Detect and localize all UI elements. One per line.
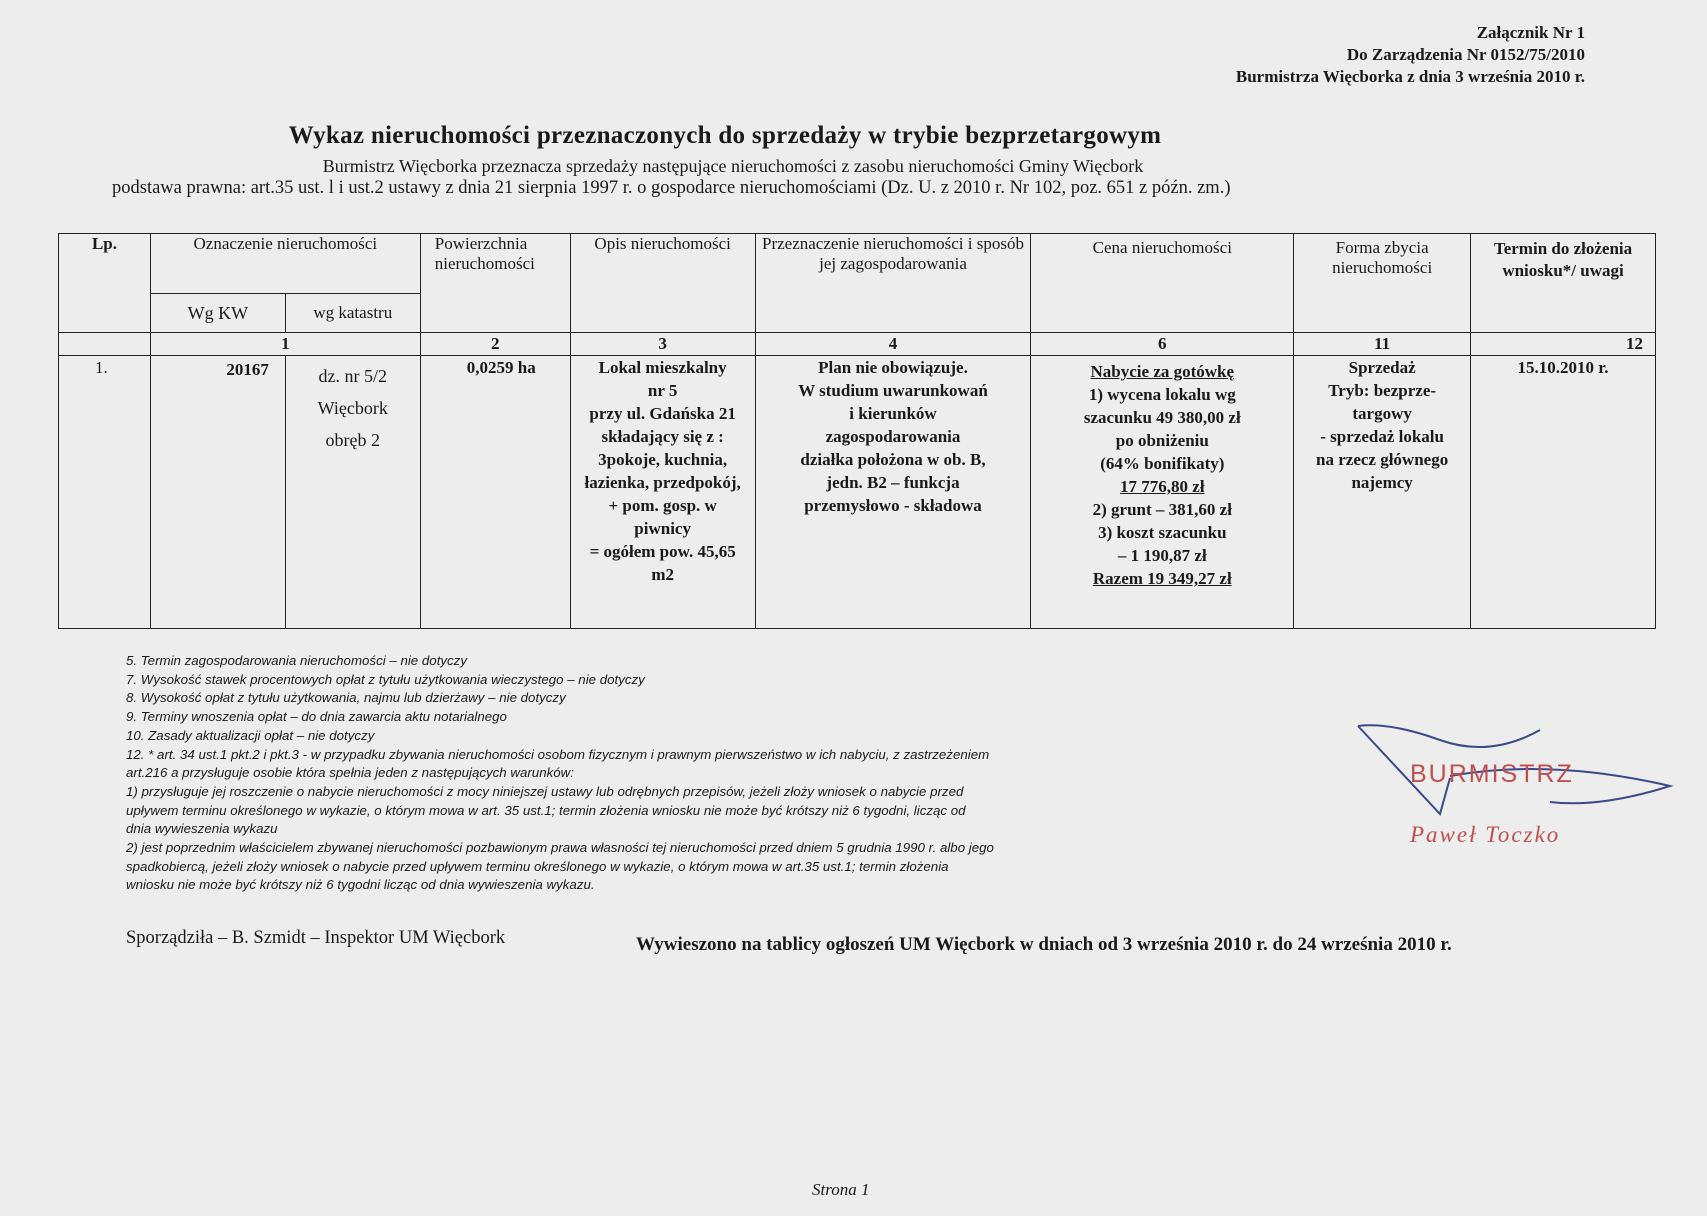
- cell-lp: 1.: [59, 356, 151, 629]
- column-number: 1: [150, 333, 420, 356]
- stamp-name: Paweł Toczko: [1410, 822, 1561, 847]
- cena-line: 1) wycena lokalu wg: [1088, 385, 1236, 404]
- opis-line: = ogółem pow. 45,65: [589, 542, 736, 561]
- cena-line: Nabycie za gotówkę: [1090, 362, 1235, 381]
- document-title: Wykaz nieruchomości przeznaczonych do sprzedaży w trybie bezprzetargowym: [288, 122, 1162, 149]
- note-line: 2) jest poprzednim właścicielem zbywanej nieruchomości pozbawionym prawa własności tej nieruchomości przed dniem 5 grudnia 1990 r. albo jego: [126, 840, 994, 856]
- signature-stroke: [1358, 725, 1540, 747]
- forma-line: - sprzedaż lokalu: [1320, 427, 1444, 446]
- header-lp: Lp.: [59, 234, 151, 333]
- legal-basis: podstawa prawna: art.35 ust. l i ust.2 ustawy z dnia 21 sierpnia 1997 r. o gospodarce nieruchomościami (Dz. U. z 2010 r. Nr 102, poz. 651 z późn. zm.): [112, 178, 1231, 198]
- katastr-line: dz. nr 5/2: [318, 366, 388, 386]
- cell-termin: 15.10.2010 r.: [1471, 356, 1656, 629]
- attachment-number: Załącznik Nr 1: [1476, 23, 1585, 42]
- header-cena: Cena nieruchomości: [1031, 234, 1294, 333]
- header-forma: Forma zbycia nieruchomości: [1294, 234, 1471, 333]
- opis-line: składający się z :: [601, 427, 724, 446]
- page-number: Strona 1: [812, 1180, 870, 1199]
- katastr-line: obręb 2: [325, 430, 381, 450]
- prepared-by: Sporządziła – B. Szmidt – Inspektor UM Więcbork: [126, 928, 506, 948]
- note-line: 8. Wysokość opłat z tytułu użytkowania, najmu lub dzierżawy – nie dotyczy: [126, 690, 566, 706]
- column-number: 2: [420, 333, 570, 356]
- note-line: wniosku nie może być krótszy niż 6 tygodni licząc od dnia wywieszenia wykazu.: [126, 877, 595, 893]
- forma-line: Sprzedaż: [1348, 358, 1416, 377]
- katastr-line: Więcbork: [317, 398, 388, 418]
- przeznaczenie-line: Plan nie obowiązuje.: [818, 358, 968, 377]
- note-line: 9. Terminy wnoszenia opłat – do dnia zawarcia aktu notarialnego: [126, 709, 507, 725]
- cell-opis: [570, 356, 755, 629]
- note-line: 5. Termin zagospodarowania nieruchomości – nie dotyczy: [126, 653, 467, 668]
- note-line: 7. Wysokość stawek procentowych opłat z tytułu użytkowania wieczystego – nie dotyczy: [126, 671, 645, 687]
- stamp-title: BURMISTRZ: [1410, 760, 1574, 788]
- table-row: [59, 356, 1656, 629]
- cena-line: szacunku 49 380,00 zł: [1083, 408, 1241, 427]
- cell-forma: [1294, 356, 1471, 629]
- header-powierzchnia: Powierzchnia nieruchomości: [420, 234, 570, 333]
- column-number: 3: [570, 333, 755, 356]
- property-table: [58, 233, 1656, 629]
- opis-line: przy ul. Gdańska 21: [589, 404, 736, 423]
- attachment-header: [1236, 22, 1585, 88]
- column-number: 4: [755, 333, 1031, 356]
- column-number-empty: [59, 333, 151, 356]
- note-line: 12. * art. 34 ust.1 pkt.2 i pkt.3 - w przypadku zbywania nieruchomości osobom fizycznym i prawnym pierwszeństwo w ich nabyciu, z zastrzeżeniem: [126, 746, 990, 762]
- cell-cena: [1031, 356, 1294, 629]
- opis-line: piwnicy: [634, 519, 691, 538]
- note-line: art.216 a przysługuje osobie która spełnia jeden z następujących warunków:: [126, 765, 574, 781]
- forma-line: Tryb: bezprze-: [1328, 381, 1437, 400]
- ordinance-issuer-date: Burmistrza Więcborka z dnia 3 września 2010 r.: [1235, 67, 1585, 86]
- cena-line: 17 776,80 zł: [1120, 477, 1205, 496]
- opis-line: 3pokoje, kuchnia,: [598, 450, 728, 469]
- opis-line: łazienka, przedpokój,: [584, 473, 741, 492]
- ordinance-number: Do Zarządzenia Nr 0152/75/2010: [1346, 45, 1585, 64]
- posting-period: Wywieszono na tablicy ogłoszeń UM Więcbork w dniach od 3 września 2010 r. do 24 września 2010 r.: [636, 934, 1452, 955]
- cena-line: – 1 190,87 zł: [1117, 546, 1207, 565]
- cena-line: Razem 19 349,27 zł: [1092, 569, 1232, 588]
- note-line: spadkobiercą, jeżeli złoży wniosek o nabycie przed upływem terminu określonego w wykazie, o którym mowa w art.35 ust.1; termin złożenia: [126, 858, 949, 874]
- opis-line: Lokal mieszkalny: [598, 358, 727, 377]
- cell-katastr: [285, 356, 420, 629]
- cena-line: (64% bonifikaty): [1100, 454, 1225, 473]
- header-termin: Termin do złożenia wniosku*/ uwagi: [1471, 234, 1656, 333]
- cena-line: 2) grunt – 381,60 zł: [1092, 500, 1232, 519]
- column-number: 6: [1031, 333, 1294, 356]
- przeznaczenie-line: zagospodarowania: [825, 427, 961, 446]
- przeznaczenie-line: W studium uwarunkowań: [798, 381, 988, 400]
- header-opis: Opis nieruchomości: [570, 234, 755, 333]
- cell-przeznaczenie: [755, 356, 1031, 629]
- forma-line: na rzecz głównego: [1316, 450, 1449, 469]
- table-header-row: [59, 234, 1656, 294]
- header-oznaczenie: Oznaczenie nieruchomości: [150, 234, 420, 294]
- note-line: upływem terminu określonego w wykazie, o którym mowa w art. 35 ust.1; termin złożenia wniosku nie może być krótszy niż 6 tygodni, licząc od: [126, 802, 966, 818]
- note-line: 10. Zasady aktualizacji opłat – nie dotyczy: [126, 727, 375, 743]
- header-przeznaczenie: Przeznaczenie nieruchomości i sposób jej zagospodarowania: [755, 234, 1031, 333]
- forma-line: najemcy: [1351, 473, 1413, 492]
- header-wg-kw: Wg KW: [150, 293, 285, 332]
- cell-powierzchnia: 0,0259 ha: [420, 356, 570, 629]
- document-intro: Burmistrz Więcborka przeznacza sprzedaży następujące nieruchomości z zasobu nieruchomości Gminy Więcbork: [322, 156, 1144, 176]
- notes: [126, 652, 1216, 895]
- przeznaczenie-line: jedn. B2 – funkcja: [826, 473, 960, 492]
- przeznaczenie-line: przemysłowo - składowa: [804, 496, 982, 515]
- note-line: 1) przysługuje jej roszczenie o nabycie nieruchomości z mocy niniejszej ustawy lub odrębnych przepisów, jeżeli złoży wniosek o nabycie przed: [126, 783, 964, 799]
- przeznaczenie-line: działka położona w ob. B,: [800, 450, 986, 469]
- opis-line: + pom. gosp. w: [608, 496, 717, 515]
- forma-line: targowy: [1352, 404, 1412, 423]
- cena-line: 3) koszt szacunku: [1098, 523, 1227, 542]
- header-wg-katastru: wg katastru: [285, 293, 420, 332]
- opis-line: m2: [651, 565, 674, 584]
- column-number: 11: [1294, 333, 1471, 356]
- opis-line: nr 5: [647, 381, 678, 400]
- cena-line: po obniżeniu: [1115, 431, 1209, 450]
- note-line: dnia wywieszenia wykazu: [126, 821, 278, 837]
- cell-kw: 20167: [150, 356, 285, 629]
- column-number-row: [59, 333, 1656, 356]
- przeznaczenie-line: i kierunków: [849, 404, 937, 423]
- column-number: 12: [1471, 333, 1656, 356]
